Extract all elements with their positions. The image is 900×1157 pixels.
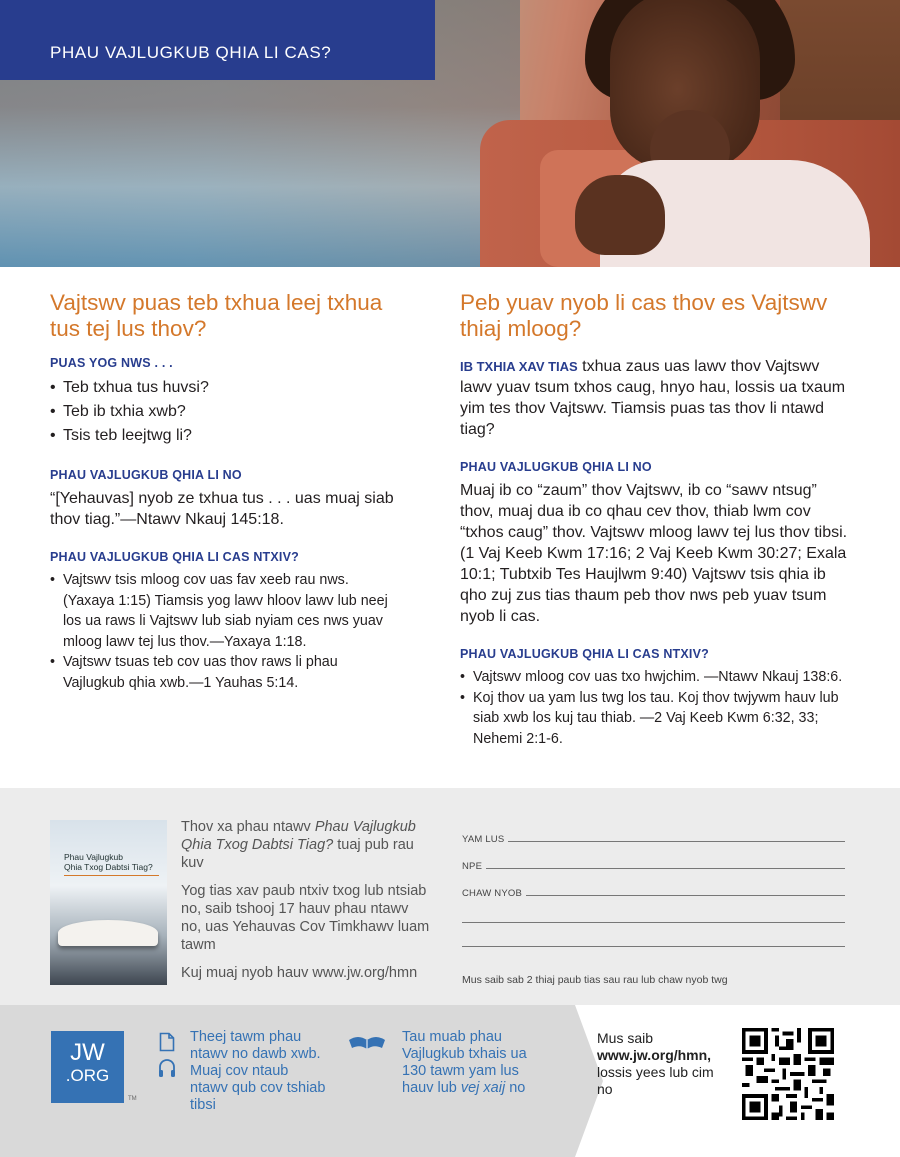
form-note: Mus saib sab 2 thiaj paub tias sau rau lub chaw nyob twg	[462, 974, 728, 986]
left-sec1-label: PUAS YOG NWS . . .	[50, 356, 173, 370]
visit-line-3: lossis yees lub cim no	[597, 1064, 714, 1097]
read-before: Tau muab phau Vajlugkub txhais ua 130 tawm yam lus hauv lub	[402, 1029, 527, 1096]
book-title	[64, 852, 153, 872]
field-address[interactable]	[462, 872, 845, 899]
intro-lead: IB TXHIA XAV TIAS	[460, 359, 578, 374]
offer-p2: Yog tias xav paub ntxiv txog lub ntsiab no, saib tshooj 17 hauv phau ntawv no, uas Yehauvas Cov Timkhawv luam tawm	[181, 883, 430, 953]
title-banner	[0, 0, 435, 80]
offer-p1-after: tuaj pub rau kuv	[181, 837, 414, 871]
field-phone-label: NPE	[462, 861, 483, 872]
field-address-line-3[interactable]	[462, 923, 845, 947]
logo-bottom: .ORG	[65, 1066, 110, 1085]
offer-p1	[181, 818, 431, 872]
field-phone[interactable]	[462, 845, 845, 872]
jw-org-logo[interactable]	[51, 1031, 124, 1103]
right-question: Peb yuav nyob li cas thov es Vajtswv thiaj mloog?	[460, 290, 828, 341]
field-name-label: YAM LUS	[462, 834, 505, 845]
read-after: no	[505, 1080, 526, 1096]
left-sec2-label: PHAU VAJLUGKUB QHIA LI NO	[50, 468, 242, 482]
open-book-icon	[58, 920, 158, 946]
open-book-icon	[348, 1032, 386, 1052]
right-intro	[460, 356, 850, 440]
option-item: • Teb ib txhia xwb?	[50, 400, 395, 424]
offer-p3: Kuj muaj nyob hauv www.jw.org/hmn	[181, 965, 418, 981]
headphones-icon	[158, 1058, 176, 1078]
field-address-line-2[interactable]	[462, 899, 845, 923]
logo-top: JW	[70, 1039, 105, 1066]
left-question: Vajtswv puas teb txhua leej txhua tus tej lus thov?	[50, 290, 383, 341]
book-title-line-1: Phau Vajlugkub	[64, 852, 123, 862]
list-item: • Koj thov ua yam lus twg los tau. Koj thov twjywm hauv lub siab xwb los kuj tau thiab. —2 Vaj Keeb Kwm 6:32, 33; Nehemi 2:1-6.	[460, 688, 850, 750]
offer-text	[181, 818, 431, 992]
list-item: • Vajtswv tsis mloog cov uas fav xeeb rau nws. (Yaxaya 1:15) Tiamsis yog lawv hloov lawv lub neej los ua raws li Vajtswv lub siab nyiam ces nws yuav mloog lawv tej lus thov.—Yaxaya 1:18.	[50, 570, 395, 652]
read-site: vej xaij	[460, 1080, 506, 1096]
left-more-list	[50, 570, 395, 693]
left-sec3-label: PHAU VAJLUGKUB QHIA LI CAS NTXIV?	[50, 550, 299, 564]
contact-fields	[462, 818, 845, 947]
read-bible-text	[402, 1029, 542, 1097]
right-sec2-label: PHAU VAJLUGKUB QHIA LI NO	[460, 460, 652, 474]
scripture-quote: “[Yehauvas] nyob ze txhua tus . . . uas muaj siab thov tiag.”—Ntawv Nkauj 145:18.	[50, 490, 394, 528]
visit-line-1: Mus saib	[597, 1030, 654, 1046]
right-sec3-label: PHAU VAJLUGKUB QHIA LI CAS NTXIV?	[460, 647, 709, 661]
book-title-line-2: Qhia Txog Dabtsi Tiag?	[64, 862, 153, 872]
right-column	[460, 290, 850, 749]
list-item: • Vajtswv mloog cov uas txo hwjchim. —Ntawv Nkauj 138:6.	[460, 667, 850, 688]
field-address-label: CHAW NYOB	[462, 888, 523, 899]
qr-code[interactable]	[732, 1019, 869, 1131]
offer-p1-before: Thov xa phau ntawv	[181, 819, 315, 835]
banner-title: PHAU VAJLUGKUB QHIA LI CAS?	[50, 43, 332, 62]
praying-hands	[575, 175, 665, 255]
request-form-area	[0, 788, 900, 1005]
option-item: • Tsis teb leejtwg li?	[50, 424, 395, 448]
visit-url[interactable]: www.jw.org/hmn,	[597, 1047, 712, 1063]
left-column	[50, 290, 395, 693]
offer-book-title: Phau Vajlugkub Qhia Txog Dabtsi Tiag?	[181, 819, 416, 853]
intro-text: txhua zaus uas lawv thov Vajtswv lawv yuav tsum txhos caug, hnyo hau, lossis ua txaum yim tes thov Vajtswv. Tiamsis puas tas thov li ntawd tiag?	[460, 358, 846, 438]
option-item: • Teb txhua tus huvsi?	[50, 376, 395, 400]
field-name[interactable]	[462, 818, 845, 845]
qr-code-icon	[742, 1028, 834, 1120]
document-icon	[159, 1032, 175, 1052]
list-item: • Vajtswv tsuas teb cov uas thov raws li phau Vajlugkub qhia xwb.—1 Yauhas 5:14.	[50, 652, 395, 693]
right-answer: Muaj ib co “zaum” thov Vajtswv, ib co “sawv ntsug” thov, muaj dua ib co qhau cev thov, thiab lwm cov “txhos caug” thov. Vajtswv mloog lawv tej lus thov tibsi. (1 Vaj Keeb Kwm 17:16; 2 Vaj Keeb Kwm 30:27; Exala 10:1; Tubtxib Tes Haujlwm 9:40) Vajtswv tsis qhia ib qho zuj zus tias thaum peb thov nws peb yuav tsum nyob li cas.	[460, 482, 848, 625]
visit-text	[597, 1030, 732, 1098]
trademark: TM	[128, 1096, 137, 1102]
book-cover-image	[50, 820, 167, 985]
footer	[0, 1005, 900, 1157]
answer-options	[50, 376, 395, 448]
download-text: Theej tawm phau ntawv no dawb xwb. Muaj cov ntaub ntawv qub cov tshiab tibsi	[190, 1029, 326, 1113]
right-more-list	[460, 667, 850, 749]
